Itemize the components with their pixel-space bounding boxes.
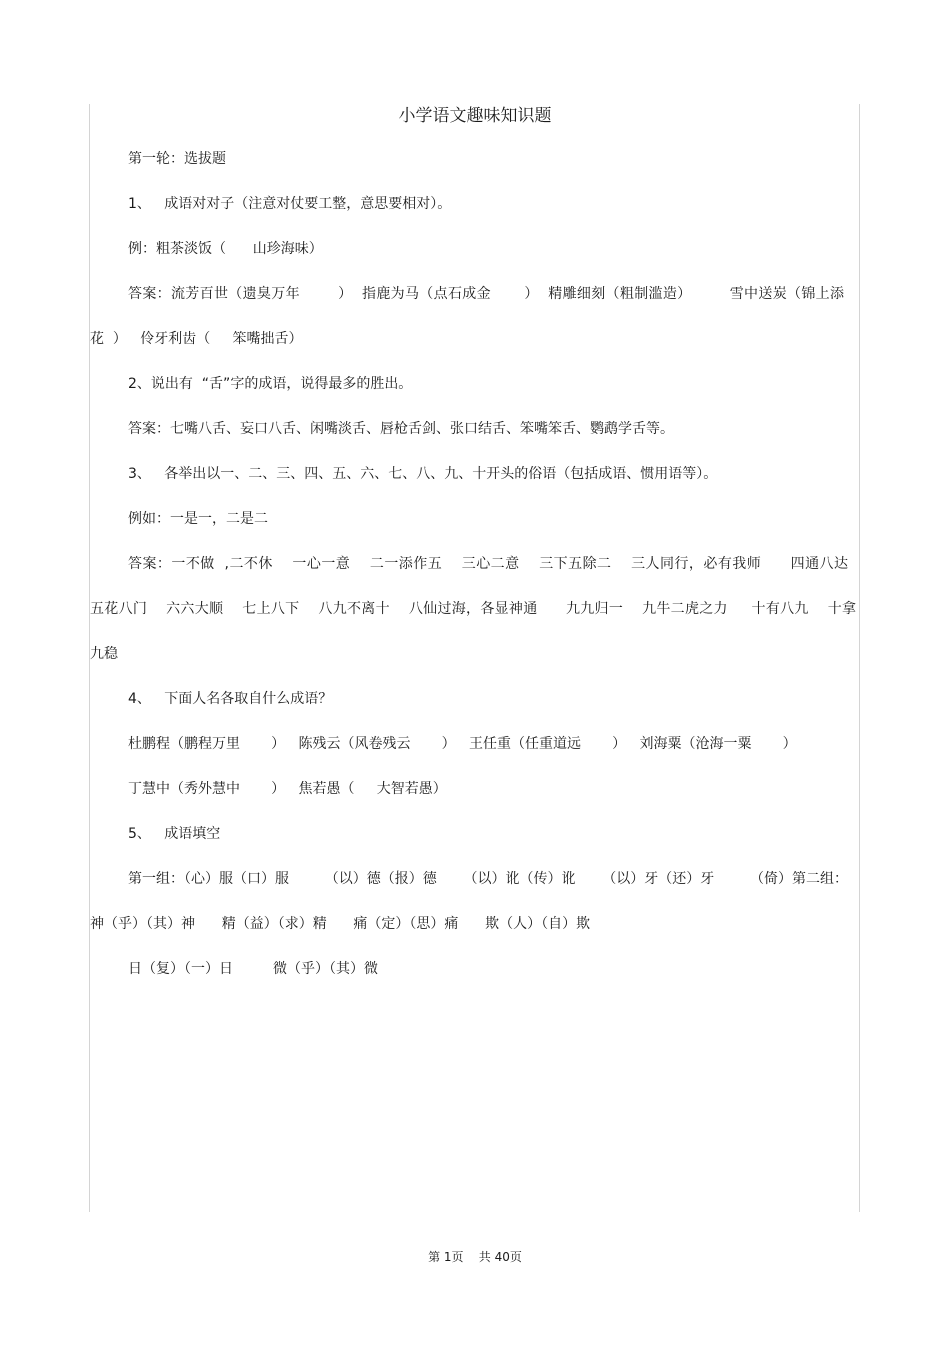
page-frame-right [859, 104, 860, 1212]
text-line: 3、 各举出以一、二、三、四、五、六、七、八、九、十开头的俗语（包括成语、惯用语等）。 [128, 466, 718, 482]
text-line: 日（复）（一）日 微（乎）（其）微 [128, 961, 379, 977]
text-line: 答案：一不做 ,二不休 一心一意 二一添作五 三心二意 三下五除二 三人同行，必有我师 四通八达 [128, 556, 848, 572]
text-line: 1、 成语对对子（注意对仗要工整，意思要相对）。 [128, 196, 452, 212]
text-line: 杜鹏程（鹏程万里 ） 陈残云（风卷残云 ） 王任重（任重道远 ） 刘海粟（沧海一粟 ） [128, 736, 797, 752]
text-line: 丁慧中（秀外慧中 ） 焦若愚（ 大智若愚） [128, 781, 447, 797]
document-title: 小学语文趣味知识题 [398, 106, 552, 126]
text-line: 4、 下面人名各取自什么成语？ [128, 691, 333, 707]
text-line: 5、 成语填空 [128, 826, 221, 842]
text-line: 第一轮：选拔题 [128, 151, 226, 167]
text-line: 花 ） 伶牙利齿（ 笨嘴拙舌） [90, 331, 303, 347]
text-line: 五花八门 六六大顺 七上八下 八九不离十 八仙过海，各显神通 九九归一 九牛二虎之力 十有八九 十拿 [90, 601, 856, 617]
text-line: 九稳 [90, 646, 118, 662]
text-line: 2、说出有 “舌”字的成语，说得最多的胜出。 [128, 376, 413, 392]
page-number: 第 1页 共 40页 [428, 1250, 522, 1264]
text-line: 第一组：（心）服（口）服 （以）德（报）德 （以）讹（传）讹 （以）牙（还）牙 （倚）第二组： [128, 871, 848, 887]
text-line: 答案：流芳百世（遗臭万年 ） 指鹿为马（点石成金 ） 精雕细刻（粗制滥造） 雪中送炭（锦上添 [128, 286, 844, 302]
text-line: 例：粗茶淡饭（ 山珍海味） [128, 241, 323, 257]
text-line: 神（乎）（其）神 精（益）（求）精 痛（定）（思）痛 欺（人）（自）欺 [90, 916, 591, 932]
text-line: 例如：一是一，二是二 [128, 511, 268, 527]
text-line: 答案：七嘴八舌、妄口八舌、闲嘴淡舌、唇枪舌剑、张口结舌、笨嘴笨舌、鹦鹉学舌等。 [128, 421, 674, 437]
